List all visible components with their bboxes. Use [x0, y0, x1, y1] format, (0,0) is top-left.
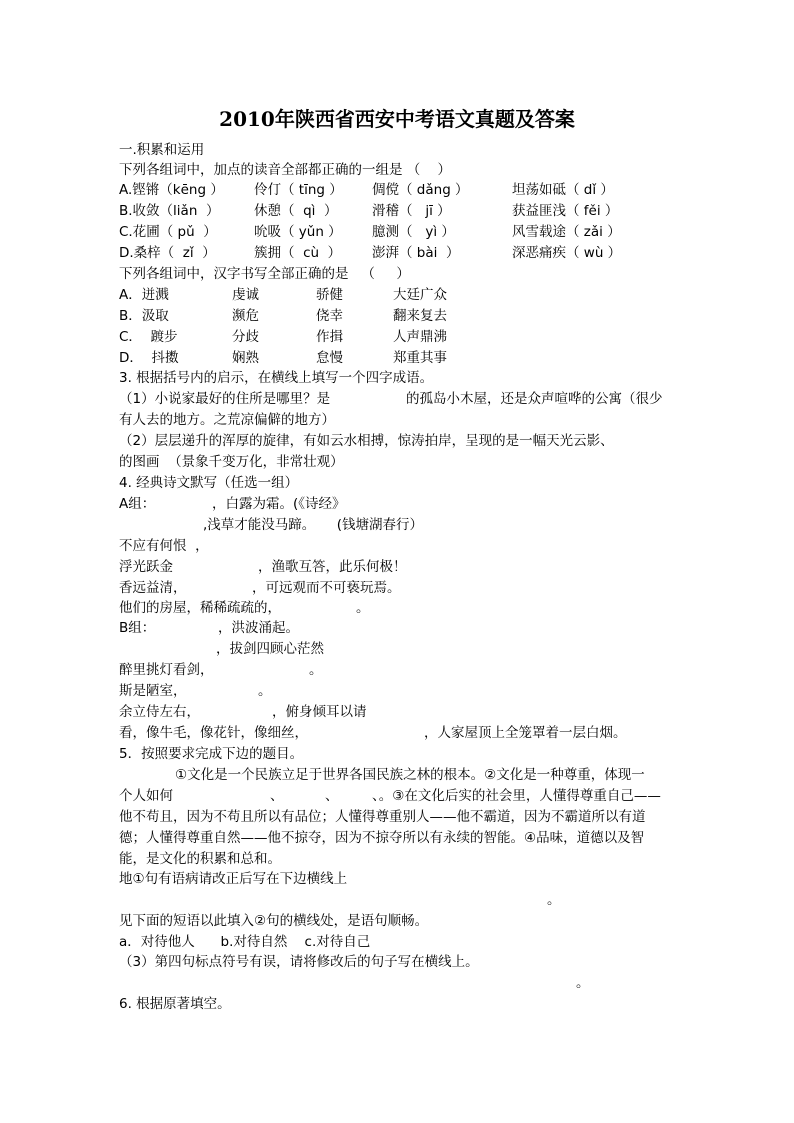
q2-option-a-2: 虔诚 [232, 287, 259, 303]
q5-sub-3-answer-end: 。 [576, 975, 590, 991]
q2-option-b-3: 侥幸 [316, 308, 343, 324]
question-6-stem: 6. 根据原著填空。 [119, 996, 231, 1012]
q5-sub-2-options: a．对待他人 b.对待自然 c.对待自己 [119, 934, 371, 950]
question-4-stem: 4. 经典诗文默写（任选一组） [119, 475, 299, 491]
group-b-line-3-start: 醉里挑灯看剑， [119, 662, 214, 678]
q5-passage-line-5: 能，是文化的积累和总和。 [119, 851, 281, 867]
q2-option-d-3: 怠慢 [316, 350, 343, 366]
q1-option-d-1: D.桑梓（ zǐ ） [119, 245, 216, 261]
q2-option-a-4: 大廷广众 [393, 287, 447, 303]
q1-option-b-4: 获益匪浅（ fěi ） [512, 203, 619, 219]
q5-passage-blank-sep-2: 、 [325, 788, 339, 804]
q1-option-d-3: 澎湃（ bài ） [372, 245, 460, 261]
q2-option-c-4: 人声鼎沸 [393, 329, 447, 345]
group-a-line-5-end: ，可远观而不可亵玩焉。 [252, 580, 401, 596]
q1-option-a-3: 倜傥（ dǎng ） [372, 182, 469, 198]
group-a-line-4-start: 浮光跃金 [119, 559, 173, 575]
q1-option-d-2: 簇拥（ cù ） [254, 245, 342, 261]
q1-option-b-2: 休憩（ qì ） [254, 203, 338, 219]
group-b-line-2: ，拔剑四顾心茫然 [216, 641, 324, 657]
group-b-line-6-start: 看，像牛毛，像花针，像细丝， [119, 725, 308, 741]
q2-option-c-3: 作揖 [316, 329, 343, 345]
q1-option-c-4: 风雪载途（ zǎi ） [512, 224, 621, 240]
group-b-line-3-end: 。 [309, 662, 323, 678]
q1-option-b-1: B.收敛（liǎn ） [119, 203, 220, 219]
q2-option-d-4: 郑重其事 [393, 350, 447, 366]
question-2-stem: 下列各组词中，汉字书写全部正确的是 （ ） [119, 266, 410, 282]
q5-passage-blank-sep-1: 、 [270, 788, 284, 804]
q2-option-b-1: B．汲取 [119, 308, 169, 324]
group-b-line-4-start: 斯是陋室， [119, 683, 187, 699]
q2-option-b-4: 翻来复去 [393, 308, 447, 324]
group-b-line-5-end: ，俯身倾耳以请 [272, 704, 367, 720]
group-b-line-1: ，洪波涌起。 [218, 620, 299, 636]
q5-passage-line-2-start: 个人如何 [119, 788, 173, 804]
q1-option-b-3: 滑稽（ jī ） [372, 203, 451, 219]
group-a-label: A组： [119, 496, 156, 512]
q5-sub-3: （3）第四句标点符号有误，请将修改后的句子写在横线上。 [119, 954, 479, 970]
q2-option-d-2: 娴熟 [232, 350, 259, 366]
q1-option-a-2: 伶仃（ tīng ） [254, 182, 343, 198]
q2-option-b-2: 濒危 [232, 308, 259, 324]
group-a-line-6-start: 他们的房屋，稀稀疏疏的， [119, 600, 281, 616]
group-b-line-4-end: 。 [258, 683, 272, 699]
q5-passage-line-2-end: 、。③在文化后实的社会里，人懂得尊重自己—— [372, 788, 661, 804]
q5-passage-line-1: ①文化是一个民族立足于世界各国民族之林的根本。②文化是一种尊重，体现一 [175, 767, 645, 783]
question-1-stem: 下列各组词中，加点的读音全部都正确的一组是 （ ） [119, 162, 451, 178]
page-title: 2010年陕西省西安中考语文真题及答案 [219, 107, 575, 131]
q1-option-d-4: 深恶痛疾（ wù ） [512, 245, 622, 261]
q5-passage-line-3: 他不苟且，因为不苟且所以有品位；人懂得尊重别人——他不霸道，因为不霸道所以有道 [119, 809, 646, 825]
question-5-stem: 5．按照要求完成下边的题目。 [119, 746, 304, 762]
q3-line-2: （2）层层递升的浑厚的旋律，有如云水相搏，惊涛拍岸，呈现的是一幅天光云影、 [119, 433, 614, 449]
group-a-line-2: ,浅草才能没马蹄。 (钱塘湖春行） [203, 517, 424, 533]
q5-sub-1: 地①句有语病请改正后写在下边横线上 [119, 871, 348, 887]
q2-option-c-1: C． 踱步 [119, 329, 178, 345]
q3-line-1-start: （1）小说家最好的住所是哪里？是 [119, 391, 331, 407]
section-heading: 一.积累和运用 [119, 142, 205, 158]
q1-option-a-4: 坦荡如砥（ dǐ ） [512, 182, 614, 198]
group-a-line-4-end: ，渔歌互答，此乐何极！ [258, 559, 407, 575]
q5-sub-2: 见下面的短语以此填入②句的横线处，是语句顺畅。 [119, 913, 429, 929]
group-a-line-5-start: 香远益清， [119, 580, 187, 596]
q1-option-c-2: 吮吸（ yǔn ） [254, 224, 342, 240]
q2-option-c-2: 分歧 [232, 329, 259, 345]
group-a-line-3: 不应有何恨 ， [119, 538, 209, 554]
q2-option-a-3: 骄健 [316, 287, 343, 303]
group-b-label: B组： [119, 620, 156, 636]
q5-passage-line-4: 德；人懂得尊重自然——他不掠夺，因为不掠夺所以有永续的智能。④品味，道德以及智 [119, 830, 645, 846]
q3-line-2-hint: 的图画 （景象千变万化，非常壮观） [119, 454, 344, 470]
q5-sub-1-answer-end: 。 [547, 892, 561, 908]
q3-line-1-hint: 有人去的地方。之荒凉偏僻的地方） [119, 412, 335, 428]
group-b-line-6-end: ，人家屋顶上全笼罩着一层白烟。 [424, 725, 627, 741]
q3-line-1-end: 的孤岛小木屋，还是众声喧哗的公寓（很少 [406, 391, 663, 407]
q2-option-d-1: D． 抖擞 [119, 350, 179, 366]
q1-option-c-3: 臆测（ yì ） [372, 224, 455, 240]
group-b-line-5-start: 余立侍左右， [119, 704, 200, 720]
question-3-stem: 3. 根据括号内的启示，在横线上填写一个四字成语。 [119, 370, 434, 386]
q1-option-a-1: A.铿锵（kēng ） [119, 182, 224, 198]
q1-option-c-1: C.花圃（ pǔ ） [119, 224, 217, 240]
q2-option-a-1: A．迸溅 [119, 287, 169, 303]
group-a-line-6-end: 。 [356, 600, 370, 616]
group-a-line-1: ，白露为霜。(《诗经》 [212, 496, 346, 512]
